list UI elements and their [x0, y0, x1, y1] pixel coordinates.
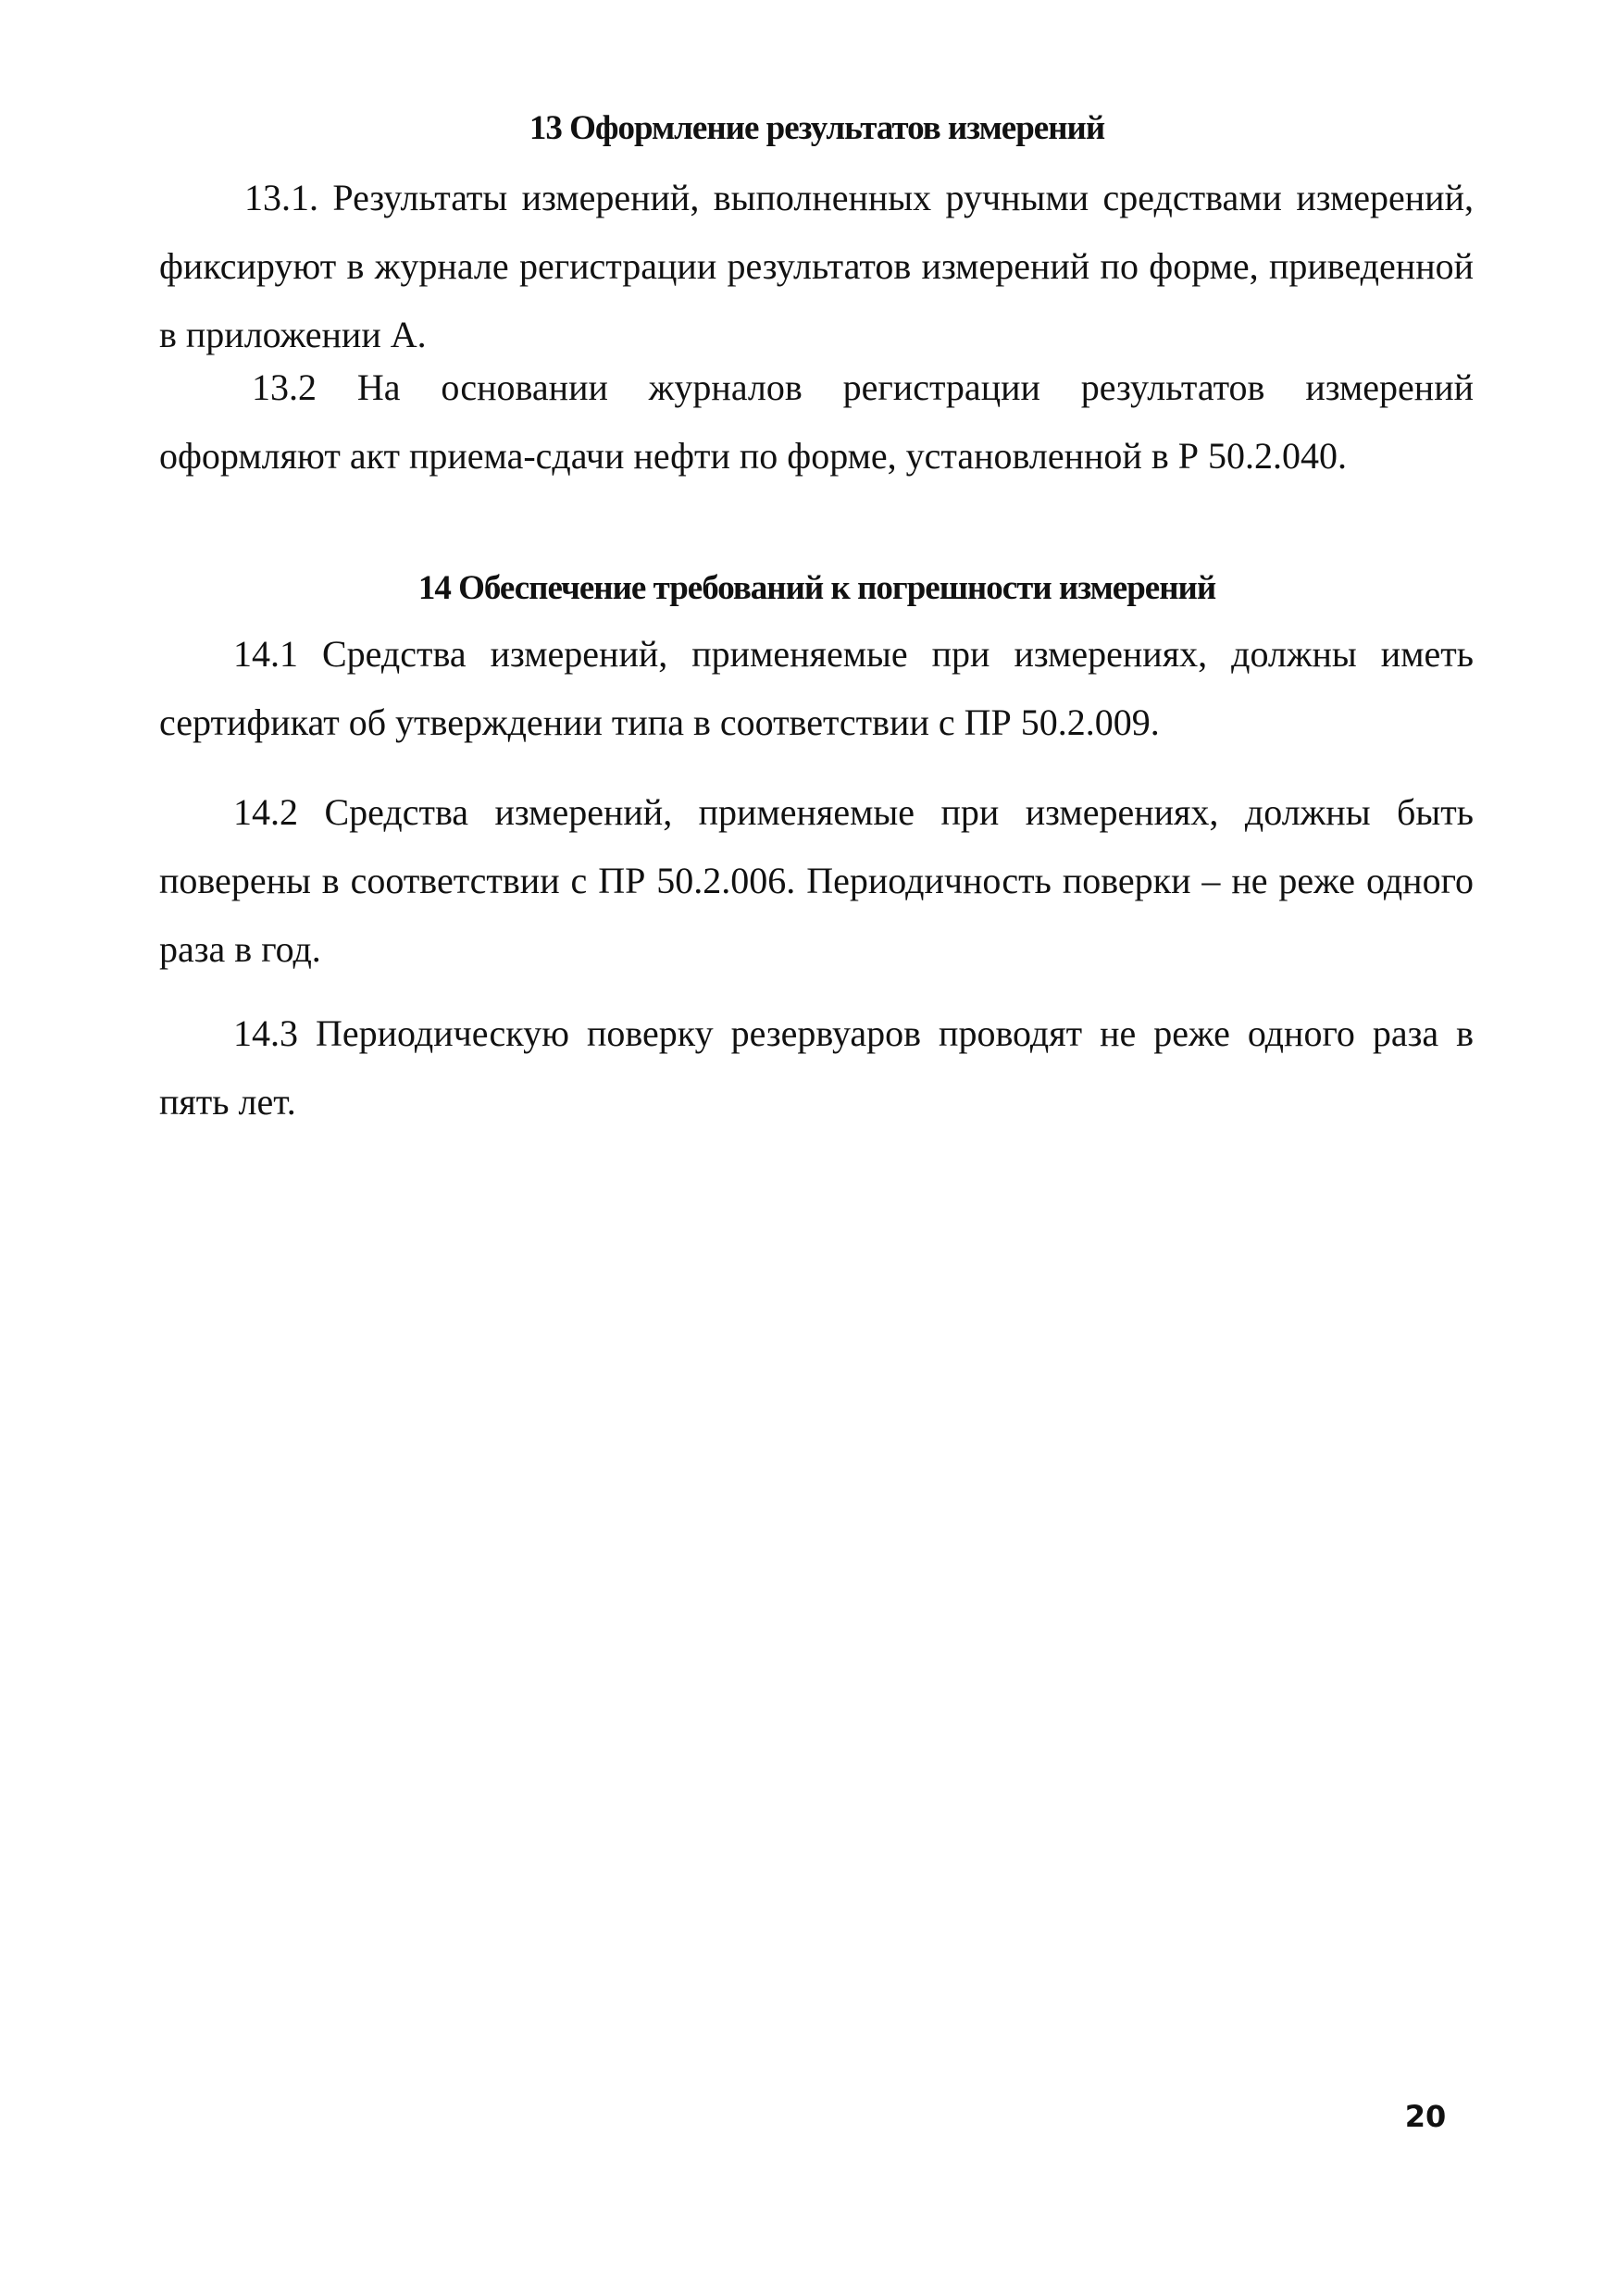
page-number: 20 — [1404, 2099, 1447, 2134]
section-13-heading: 13 Оформление результатов измерений — [529, 109, 1105, 147]
section-14-heading: 14 Обеспечение требований к погрешности измерений — [417, 569, 1216, 607]
paragraph-14-3: 14.3 Периодическую поверку резервуаров проводят не реже одного раза в пять лет. — [159, 1012, 1474, 1123]
paragraph-13-1: 13.1. Результаты измерений, выполненных ручными средствами измерений, фиксируют в журнале регистрации результатов измерений по форме, приведенной в приложении А. — [159, 177, 1474, 355]
paragraph-13-2: 13.2 На основании журналов регистрации результатов измерений оформляют акт приема-сдачи нефти по форме, установленной в Р 50.2.040. — [159, 366, 1474, 477]
paragraph-14-2: 14.2 Средства измерений, применяемые при измерениях, должны быть поверены в соответствии с ПР 50.2.006. Периодичность поверки – не реже одного раза в год. — [159, 791, 1474, 970]
paragraph-14-1: 14.1 Средства измерений, применяемые при измерениях, должны иметь сертификат об утверждении типа в соответствии с ПР 50.2.009. — [159, 633, 1474, 743]
